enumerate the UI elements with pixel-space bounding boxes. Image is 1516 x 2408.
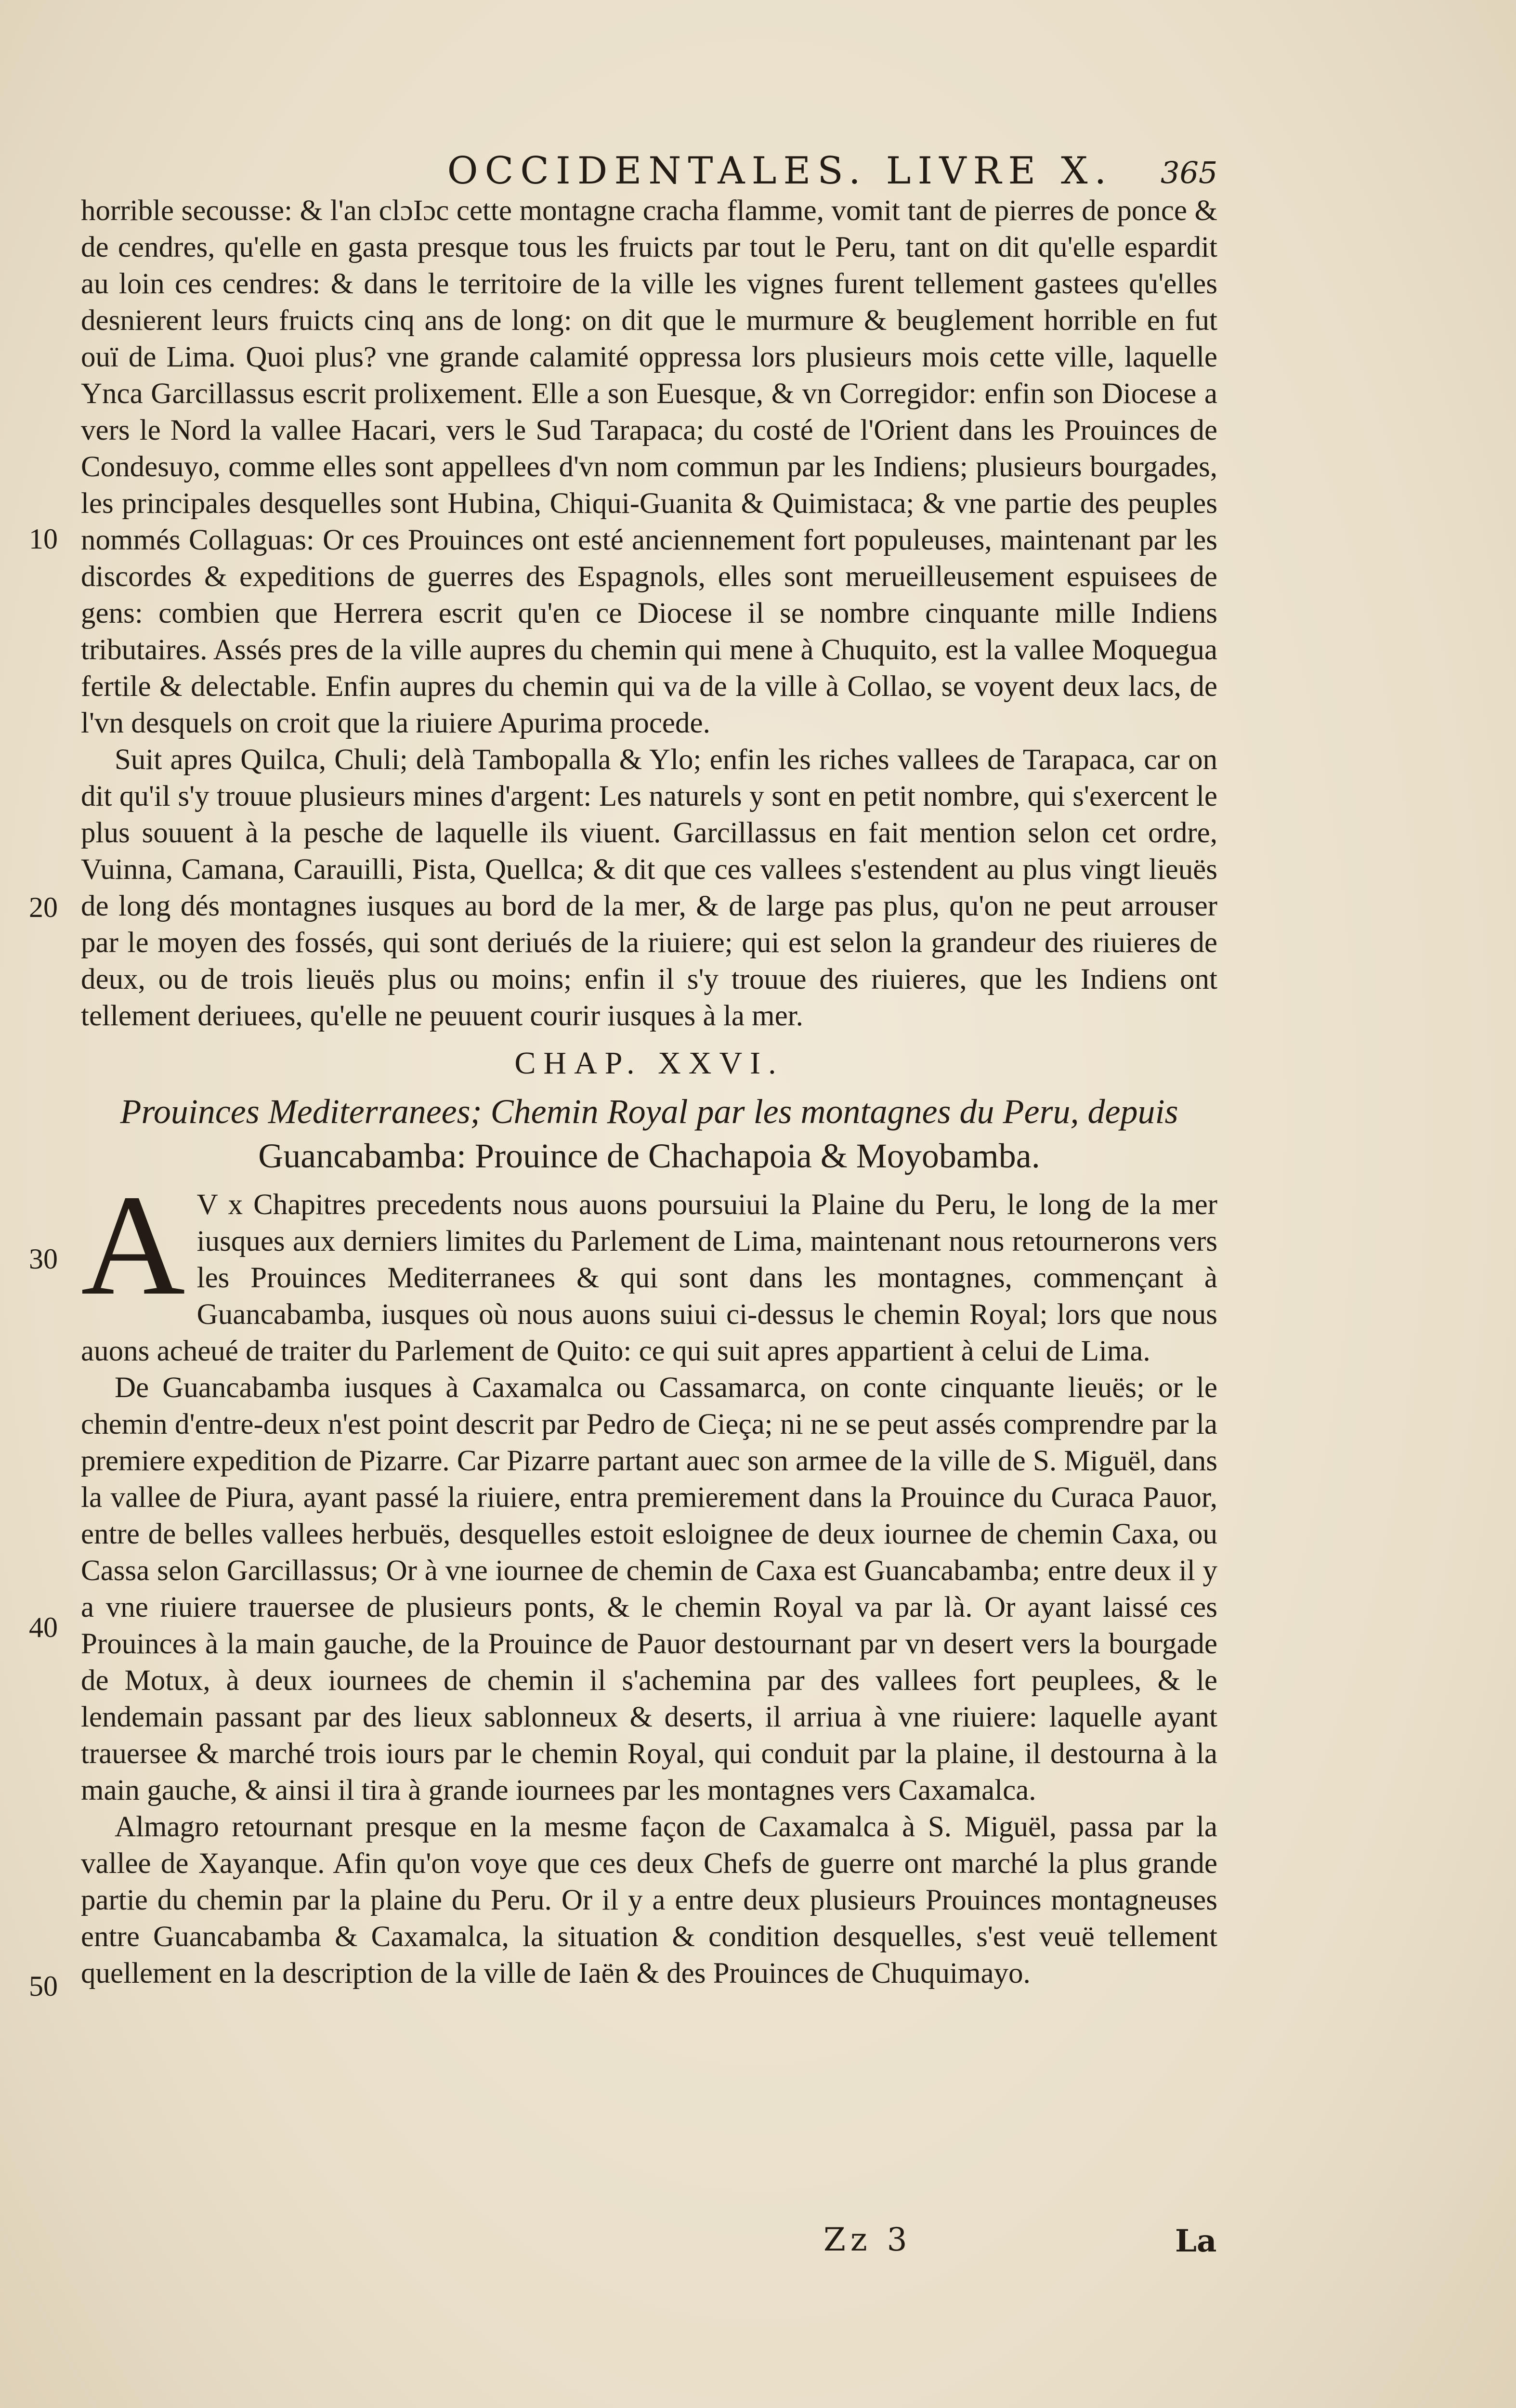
- chapter-heading: CHAP. XXVI.: [514, 1046, 784, 1081]
- line-number-40: 40: [29, 1611, 58, 1643]
- line-number-50: 50: [29, 1970, 58, 2002]
- paragraph-2: Suit apres Quilca, Chuli; delà Tambopalla & Ylo; enfin les riches vallees de Tarapaca, car on dit qu'il s'y trouue plusieurs mines d'argent: Les naturels y sont en petit nombre, qui s'exercent le plus souuent à la pesche de laquelle ils viuent. Garcillassus en fait mention selon cet ordre, Vuinna, Camana, Carauilli, Pista, Quellca; & dit que ces vallees s'estendent au plus vingt lieuës de long dés montagnes iusques au bord de la mer, & de large pas plus, qu'on ne peut arrouser par le moyen des fossés, qui sont deriués de la riuiere; qui est selon la grandeur des riuieres de deux, ou de trois lieuës plus ou moins; enfin il s'y trouue des riuieres, que les Indiens ont tellement deriuees, qu'elle ne peuuent courir iusques à la mer.: [81, 744, 1217, 1032]
- paragraph-5: Almagro retournant presque en la mesme façon de Caxamalca à S. Miguël, passa par la vallee de Xayanque. Afin qu'on voye que ces deux Chefs de guerre ont marché la plus grande partie du chemin par la plaine du Peru. Or il y a entre deux plusieurs Prouinces montagneuses entre Guancabamba & Caxamalca, la situation & condition desquelles, s'est veuë tellement quellement en la description de la ville de Iaën & des Prouinces de Chuquimayo.: [81, 1811, 1217, 1989]
- drop-capital: A: [81, 1165, 185, 1325]
- signature-mark: Zz 3: [823, 2221, 912, 2258]
- line-number-30: 30: [29, 1243, 58, 1275]
- paragraph-1: horrible secousse: & l'an clɔIɔc cette montagne cracha flamme, vomit tant de pierres de ponce & de cendres, qu'elle en gasta presque tous les fruicts par tout le Peru, tant on dit qu'elle espardit au loin ces cendres: & dans le territoire de la ville les vignes furent tellement gastees qu'elles desnierent leurs fruicts cinq ans de long: on dit que le murmure & beuglement horrible en fut ouï de Lima. Quoi plus? vne grande calamité oppressa lors plusieurs mois cette ville, laquelle Ynca Garcillassus escrit prolixement. Elle a son Euesque, & vn Corregidor: enfin son Diocese a vers le Nord la vallee Hacari, vers le Sud Tarapaca; du costé de l'Orient dans les Prouinces de Condesuyo, comme elles sont appellees d'vn nom commun par les Indiens; plusieurs bourgades, les principales desquelles sont Hubina, Chiqui-Guanita & Quimistaca; & vne partie des peuples nommés Collaguas: Or ces Prouinces ont esté anciennement fort populeuses, maintenant par les discordes & expeditions de guerres des Espagnols, elles sont merueilleusement espuisees de gens: combien que Herrera escrit qu'en ce Diocese il se nombre cinquante mille Indiens tributaires. Assés pres de la ville aupres du chemin qui mene à Chuquito, est la vallee Moquegua fertile & delectable. Enfin aupres du chemin qui va de la ville à Collao, se voyent deux lacs, de l'vn desquels on croit que la riuiere Apurima procede.: [81, 195, 1217, 739]
- paragraph-3-text: V x Chapitres precedents nous auons poursuiui la Plaine du Peru, le long de la mer iusques aux derniers limites du Parlement de Lima, maintenant nous retournerons vers les Prouinces Mediterranees & qui sont dans les montagnes, commençant à Guancabamba, iusques où nous auons suiui ci-dessus le chemin Royal; lors que nous auons acheué de traiter du Parlement de Quito: ce qui suit apres appartient à celui de Lima.: [81, 1189, 1217, 1367]
- main-text: [81, 193, 1217, 1992]
- line-number-10: 10: [29, 523, 58, 555]
- catchword: La: [1175, 2223, 1217, 2259]
- paragraph-4: De Guancabamba iusques à Caxamalca ou Cassamarca, on conte cinquante lieuës; or le chemin d'entre-deux n'est point descrit par Pedro de Cieça; ni ne se peut assés comprendre par la premiere expedition de Pizarre. Car Pizarre partant auec son armee de la ville de S. Miguël, dans la vallee de Piura, ayant passé la riuiere, entra premierement dans la Prouince du Curaca Pauor, entre de belles vallees herbuës, desquelles estoit esloignee de deux iournee de chemin Caxa, ou Cassa selon Garcillassus; Or à vne iournee de chemin de Caxa est Guancabamba; entre deux il y a vne riuiere trauersee de plusieurs ponts, & le chemin Royal va par là. Or ayant laissé ces Prouinces à la main gauche, de la Prouince de Pauor destournant par vn desert vers la bourgade de Motux, à deux iournees de chemin il s'achemina par des vallees fort peuplees, & le lendemain passant par des lieux sablonneux & deserts, il arriua à vne riuiere: laquelle ayant trauersee & marché trois iours par le chemin Royal, qui conduit par la plaine, il destourna à la main gauche, & ainsi il tira à grande iournees par les montagnes vers Caxamalca.: [81, 1372, 1217, 1806]
- paragraph-3: [81, 1165, 1217, 1370]
- chapter-subtitle-line-1: Prouinces Mediterranees; Chemin Royal par les montagnes du Peru, depuis: [120, 1092, 1178, 1131]
- chapter-subtitle: [81, 1089, 1217, 1178]
- line-number-20: 20: [29, 891, 58, 923]
- chapter-subtitle-line-2: Guancabamba: Prouince de Chachapoia & Moyobamba.: [258, 1137, 1040, 1175]
- page-number: 365: [1161, 155, 1218, 190]
- running-title: OCCIDENTALES. LIVRE X.: [447, 149, 1113, 193]
